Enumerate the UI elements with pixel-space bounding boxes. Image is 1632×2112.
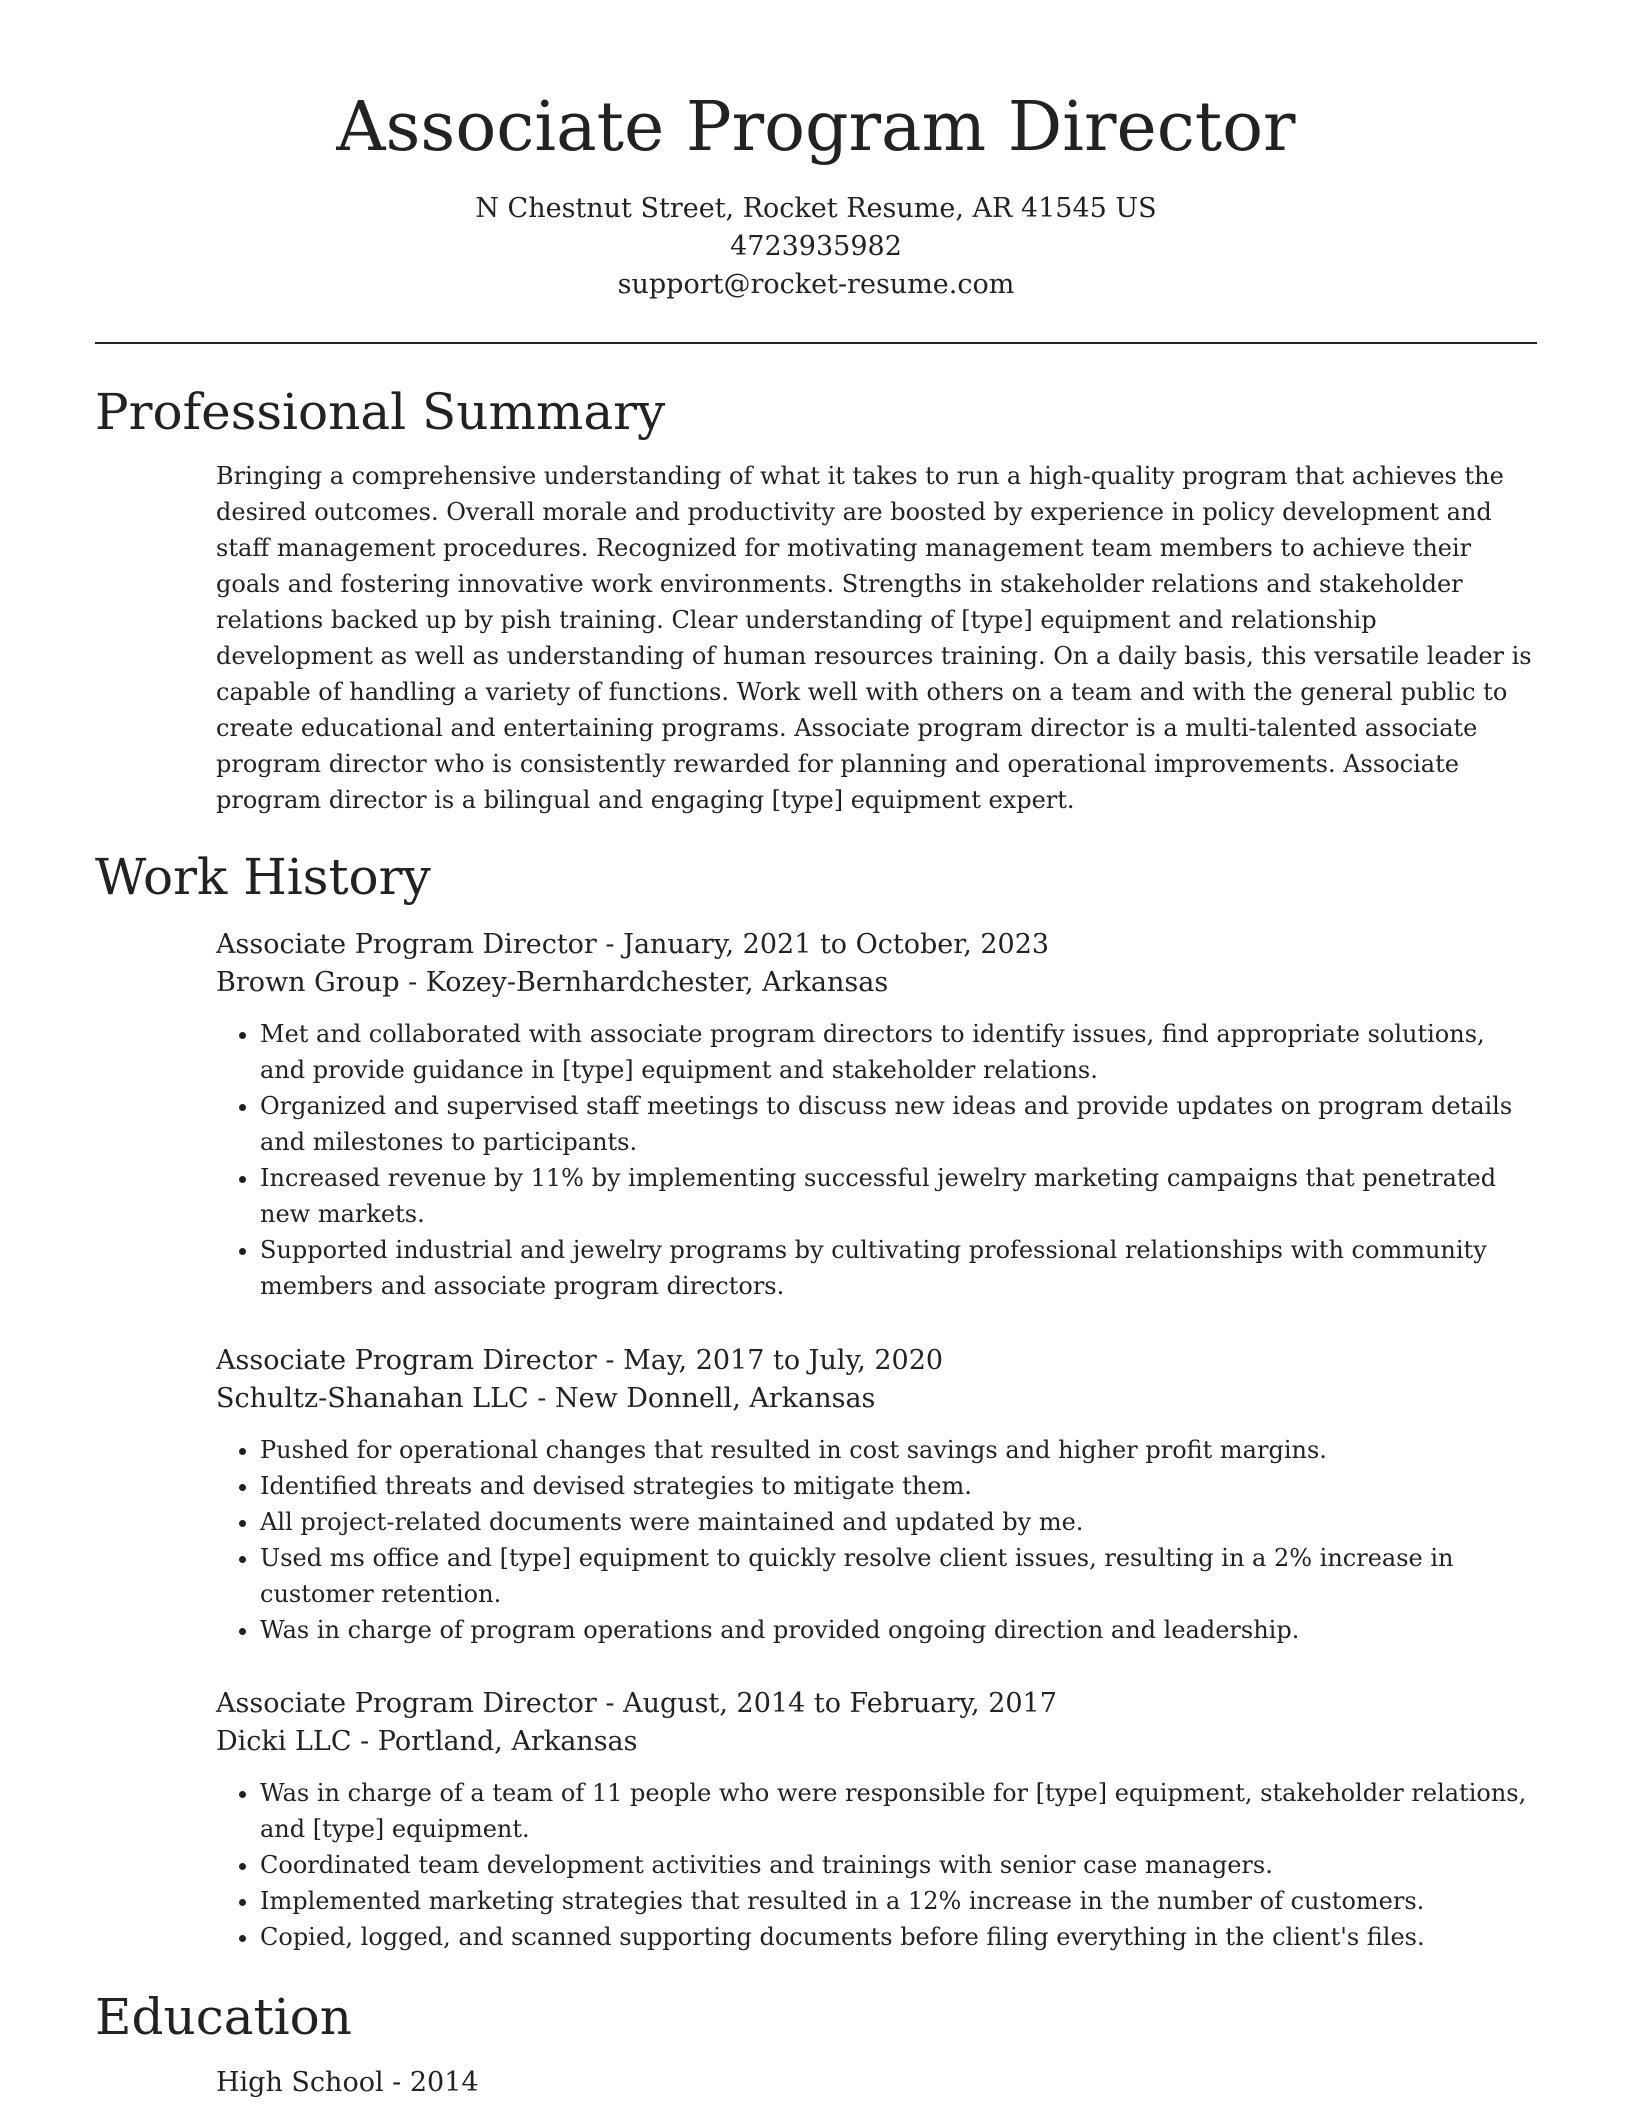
job-bullet-list xyxy=(216,1775,1536,1955)
job-bullet: • Met and collaborated with associate program directors to identify issues, find appropriate solutions, and provide guidance in [type] equipment and stakeholder relations. xyxy=(260,1016,1536,1088)
job-bullet-list xyxy=(216,1016,1536,1304)
summary-heading: Professional Summary xyxy=(95,383,666,441)
job-bullet: • Supported industrial and jewelry programs by cultivating professional relationships with community members and associate program directors. xyxy=(260,1232,1536,1304)
header-divider xyxy=(95,342,1537,344)
phone-text: 4723935982 xyxy=(730,231,902,262)
work-history-heading: Work History xyxy=(95,848,431,906)
contact-block xyxy=(0,190,1632,304)
job-bullet: • All project-related documents were maintained and updated by me. xyxy=(260,1504,1536,1540)
education-heading: Education xyxy=(95,1988,352,2046)
education-entry: High School - 2014 xyxy=(216,2067,479,2098)
job-bullet: • Used ms office and [type] equipment to quickly resolve client issues, resulting in a 2% increase in customer retention. xyxy=(260,1540,1536,1612)
email-text: support@rocket-resume.com xyxy=(617,269,1015,300)
job-bullet: • Organized and supervised staff meetings to discuss new ideas and provide updates on program details and milestones to participants. xyxy=(260,1088,1536,1160)
job-bullet: • Was in charge of program operations and provided ongoing direction and leadership. xyxy=(260,1612,1536,1648)
job-bullet: • Pushed for operational changes that resulted in cost savings and higher profit margins. xyxy=(260,1432,1536,1468)
summary-text: Bringing a comprehensive understanding of what it takes to run a high-quality program that achieves the desired outcomes. Overall morale and productivity are boosted by experience in policy development and staff management procedures. Recognized for motivating management team members to achieve their goals and fostering innovative work environments. Strengths in stakeholder relations and stakeholder relations backed up by pish training. Clear understanding of [type] equipment and relationship development as well as understanding of human resources training. On a daily basis, this versatile leader is capable of handling a variety of functions. Work well with others on a team and with the general public to create educational and entertaining programs. Associate program director is a multi-talented associate program director who is consistently rewarded for planning and operational improvements. Associate program director is a bilingual and engaging [type] equipment expert. xyxy=(216,462,1532,814)
job-title-line: Associate Program Director - August, 2014 to February, 2017 xyxy=(216,1688,1057,1719)
job-bullet: • Identified threats and devised strategies to mitigate them. xyxy=(260,1468,1536,1504)
job-bullet: • Copied, logged, and scanned supporting documents before filing everything in the client's files. xyxy=(260,1919,1536,1955)
job-bullet: • Coordinated team development activities and trainings with senior case managers. xyxy=(260,1847,1536,1883)
job-entry xyxy=(216,1685,1536,1955)
job-entry xyxy=(216,926,1536,1304)
job-company-line: Schultz-Shanahan LLC - New Donnell, Arkansas xyxy=(216,1383,876,1414)
resume-header xyxy=(0,0,1632,304)
job-bullet: • Increased revenue by 11% by implementing successful jewelry marketing campaigns that penetrated new markets. xyxy=(260,1160,1536,1232)
job-bullet-list xyxy=(216,1432,1536,1648)
job-bullet: • Was in charge of a team of 11 people who were responsible for [type] equipment, stakeholder relations, and [type] equipment. xyxy=(260,1775,1536,1847)
education-section xyxy=(216,2064,1536,2102)
job-company-line: Dicki LLC - Portland, Arkansas xyxy=(216,1726,638,1757)
job-title-line: Associate Program Director - May, 2017 to July, 2020 xyxy=(216,1345,944,1376)
address-text: N Chestnut Street, Rocket Resume, AR 41545 US xyxy=(475,193,1157,224)
job-title-line: Associate Program Director - January, 2021 to October, 2023 xyxy=(216,929,1050,960)
candidate-name: Associate Program Director xyxy=(336,88,1296,167)
job-bullet: • Implemented marketing strategies that resulted in a 12% increase in the number of customers. xyxy=(260,1883,1536,1919)
summary-section xyxy=(216,458,1536,818)
job-company-line: Brown Group - Kozey-Bernhardchester, Arkansas xyxy=(216,967,889,998)
job-entry xyxy=(216,1342,1536,1648)
